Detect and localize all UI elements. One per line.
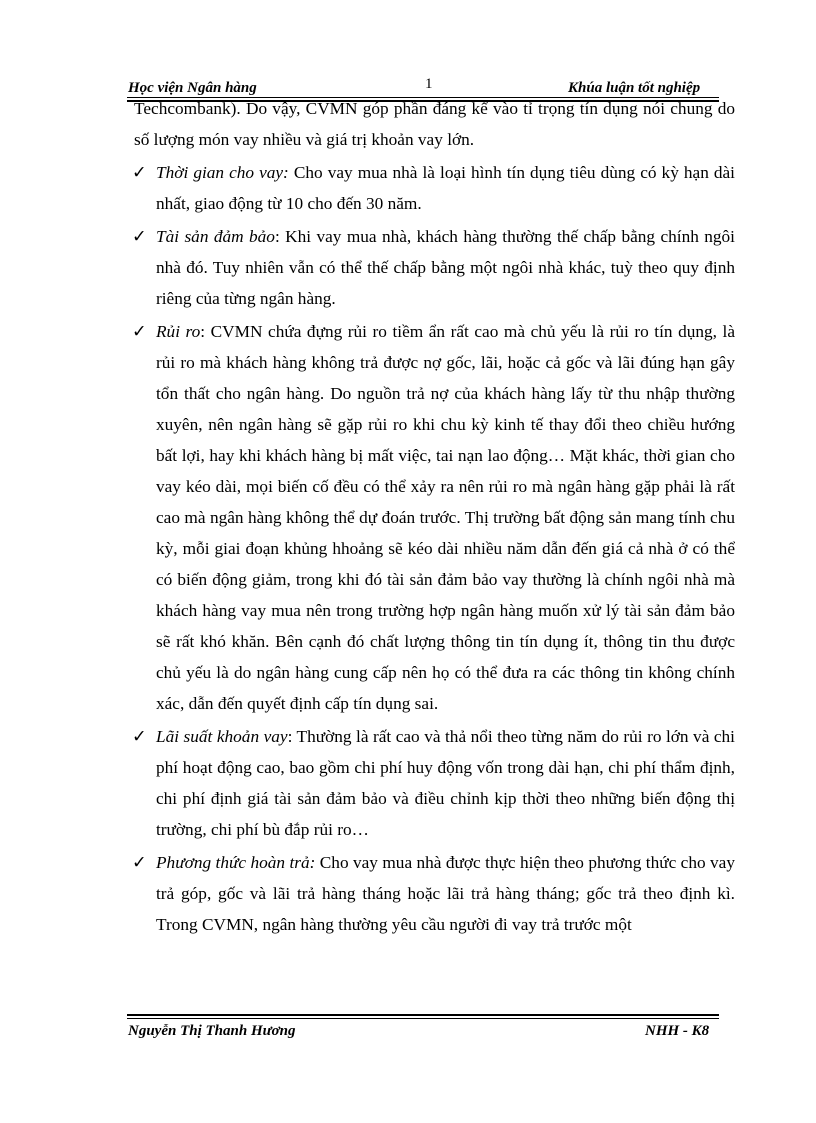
bullet-term: Tài sản đảm bảo [156, 227, 275, 246]
header-institution: Học viện Ngân hàng [128, 80, 257, 96]
body-text [134, 93, 735, 942]
bullet-text: : Khi vay mua nhà, khách hàng thường thế chấp bằng chính ngôi nhà đó. Tuy nhiên vẫn có thể thế chấp bằng một ngôi nhà khác, tuỳ theo quy định riêng của từng ngân hàng. [156, 227, 735, 308]
header-document-type: Khúa luận tốt nghiệp [568, 80, 701, 96]
bullet-text: Cho vay mua nhà được thực hiện theo phương thức cho vay trả góp, gốc và lãi trả hàng tháng hoặc lãi trả hàng tháng; gốc trả theo định kì. Trong CVMN, ngân hàng thường yêu cầu người đi vay trả trước một [156, 853, 735, 934]
bullet-term: Rủi ro [156, 322, 201, 341]
checkmark-icon: ✓ [132, 853, 147, 872]
intro-paragraph: Techcombank). Do vậy, CVMN góp phần đáng kể vào tỉ trọng tín dụng nói chung do số lượng món vay nhiều và giá trị khoản vay lớn. [134, 99, 735, 149]
checkmark-icon: ✓ [132, 227, 147, 246]
bullet-loan-term [134, 157, 735, 219]
checkmark-icon: ✓ [132, 322, 147, 341]
bullet-repayment-method [134, 847, 735, 940]
footer-class-code: NHH - K8 [645, 1023, 710, 1039]
bullet-text: : CVMN chứa đựng rủi ro tiềm ẩn rất cao mà chủ yếu là rủi ro tín dụng, là rủi ro mà khách hàng không trả được nợ gốc, lãi, hoặc cả gốc và lãi đúng hạn gây tổn thất cho ngân hàng. Do nguồn trả nợ của khách hàng lấy từ thu nhập thường xuyên, nên ngân hàng sẽ gặp rủi ro khi chu kỳ kinh tế thay đổi theo chiều hướng bất lợi, hay khi khách hàng bị mất việc, tai nạn lao động… Mặt khác, thời gian cho vay kéo dài, mọi biến cố đều có thể xảy ra nên rủi ro mà ngân hàng gặp phải là rất cao mà ngân hàng không thể dự đoán trước. Thị trường bất động sản mang tính chu kỳ, mỗi giai đoạn khủng hhoảng sẽ kéo dài nhiều năm dẫn đến giá cả nhà ở có thể có biến động giảm, trong khi đó tài sản đảm bảo vay thường là chính ngôi nhà mà khách hàng vay mua nên trong trường hợp ngân hàng muốn xử lý tài sản đảm bảo sẽ rất khó khăn. Bên cạnh đó chất lượng thông tin tín dụng ít, thông tin thu được chủ yếu là do ngân hàng cung cấp nên họ có thể đưa ra các thông tin không chính xác, dẫn đến quyết định cấp tín dụng sai. [156, 322, 735, 713]
footer-rule-thin [127, 1018, 719, 1019]
footer-rule-thick [127, 1014, 719, 1016]
page-number: 1 [425, 76, 433, 92]
bullet-term: Phương thức hoàn trả: [156, 853, 316, 872]
bullet-text: : Thường là rất cao và thả nổi theo từng năm do rủi ro lớn và chi phí hoạt động cao, bao gồm chi phí huy động vốn trong dài hạn, chi phí thẩm định, chi phí định giá tài sản đảm bảo và điều chỉnh kịp thời theo những biến động thị trường, chi phí bù đắp rủi ro… [156, 727, 735, 839]
bullet-collateral [134, 221, 735, 314]
checkmark-icon: ✓ [132, 163, 147, 182]
checkmark-icon: ✓ [132, 727, 147, 746]
bullet-term: Thời gian cho vay: [156, 163, 289, 182]
bullet-text: Cho vay mua nhà là loại hình tín dụng tiêu dùng có kỳ hạn dài nhất, giao động từ 10 cho đến 30 năm. [156, 163, 735, 213]
bullet-interest-rate [134, 721, 735, 845]
bullet-term: Lãi suất khoản vay [156, 727, 288, 746]
bullet-risk [134, 316, 735, 719]
footer-author: Nguyễn Thị Thanh Hương [128, 1023, 296, 1039]
